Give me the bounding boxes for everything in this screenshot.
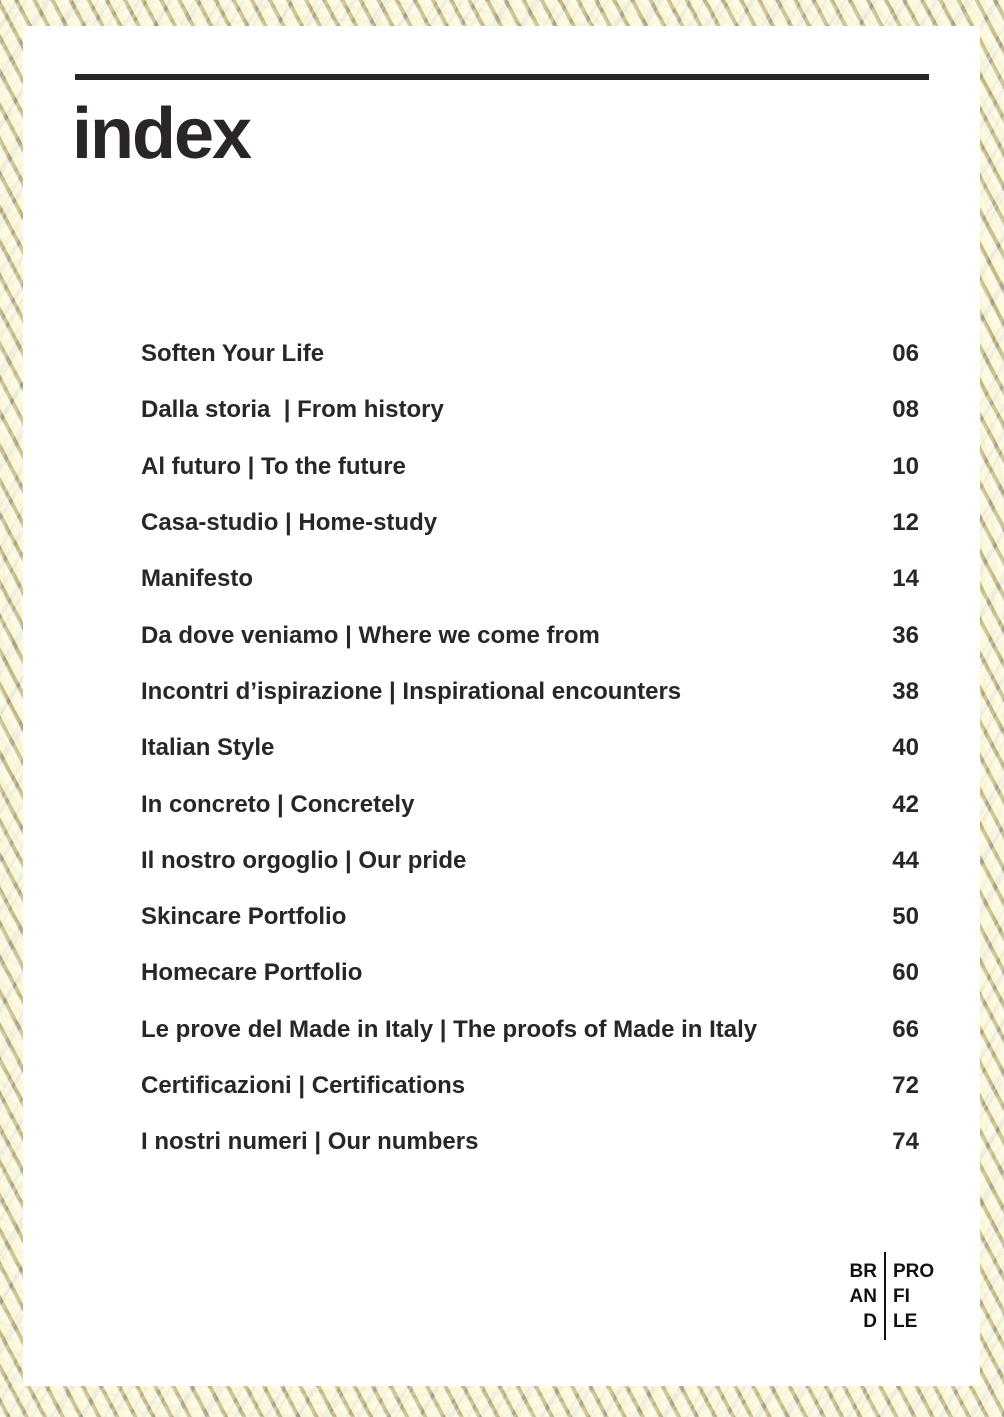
index-page xyxy=(23,26,980,1386)
toc-entry-page: 06 xyxy=(892,340,919,368)
toc-entry[interactable] xyxy=(141,439,919,495)
toc-entry-page: 74 xyxy=(892,1128,919,1156)
brand-profile-logo xyxy=(833,1250,933,1342)
logo-text: LE xyxy=(893,1311,918,1332)
toc-entry[interactable] xyxy=(141,1002,919,1058)
toc-entry[interactable] xyxy=(141,551,919,607)
toc-entry-label: Certificazioni | Certifications xyxy=(141,1072,466,1099)
toc-entry-label: Le prove del Made in Italy | The proofs of Made in Italy xyxy=(141,1015,758,1043)
logo-text: FI xyxy=(893,1286,910,1307)
toc-entry-label: Dalla storia | From history xyxy=(141,396,444,424)
logo-text: BR xyxy=(849,1261,877,1282)
toc-entry-label: Homecare Portfolio xyxy=(141,959,363,987)
toc-entry-page: 72 xyxy=(892,1072,919,1099)
toc-entry-label: Casa-studio | Home-study xyxy=(141,509,438,537)
top-rule xyxy=(75,74,929,80)
logo-text: PRO xyxy=(893,1261,935,1282)
toc-entry[interactable] xyxy=(141,776,919,832)
toc-entry-page: 66 xyxy=(892,1015,919,1043)
logo-right-column xyxy=(893,1259,934,1334)
toc-entry-page: 38 xyxy=(892,677,919,705)
table-of-contents xyxy=(141,326,919,1170)
toc-entry-page: 12 xyxy=(892,509,919,537)
toc-entry[interactable] xyxy=(141,833,919,889)
toc-entry[interactable] xyxy=(141,607,919,663)
toc-entry-label: Italian Style xyxy=(141,734,275,762)
toc-entry[interactable] xyxy=(141,326,919,382)
toc-entry-page: 40 xyxy=(892,734,919,762)
toc-entry[interactable] xyxy=(141,1114,919,1170)
toc-entry-label: In concreto | Concretely xyxy=(141,790,415,818)
logo-text: D xyxy=(863,1311,877,1332)
toc-entry[interactable] xyxy=(141,945,919,1001)
toc-entry-label: Al futuro | To the future xyxy=(141,452,406,480)
toc-entry-page: 42 xyxy=(892,790,919,818)
toc-entry-label: Da dove veniamo | Where we come from xyxy=(141,621,600,649)
toc-entry-page: 08 xyxy=(892,396,919,424)
toc-entry-label: Manifesto xyxy=(141,565,254,593)
toc-entry[interactable] xyxy=(141,382,919,438)
toc-entry-page: 50 xyxy=(892,903,919,931)
toc-entry-label: Il nostro orgoglio | Our pride xyxy=(141,846,467,874)
toc-entry-label: Soften Your Life xyxy=(141,340,325,368)
toc-entry[interactable] xyxy=(141,720,919,776)
toc-entry-page: 36 xyxy=(892,621,919,649)
logo-text: AN xyxy=(849,1286,877,1307)
toc-entry-label: I nostri numeri | Our numbers xyxy=(141,1128,479,1156)
toc-entry-label: Skincare Portfolio xyxy=(141,903,347,931)
toc-entry[interactable] xyxy=(141,1058,919,1114)
logo-divider xyxy=(884,1252,886,1340)
toc-entry[interactable] xyxy=(141,495,919,551)
toc-entry-page: 10 xyxy=(892,452,919,480)
toc-entry[interactable] xyxy=(141,889,919,945)
toc-entry-page: 44 xyxy=(892,846,919,874)
toc-entry-page: 14 xyxy=(892,565,919,593)
toc-entry-label: Incontri d’ispirazione | Inspirational encounters xyxy=(141,677,682,705)
page-title: index xyxy=(72,94,251,174)
logo-left-column xyxy=(850,1259,877,1334)
toc-entry-page: 60 xyxy=(892,959,919,987)
toc-entry[interactable] xyxy=(141,664,919,720)
